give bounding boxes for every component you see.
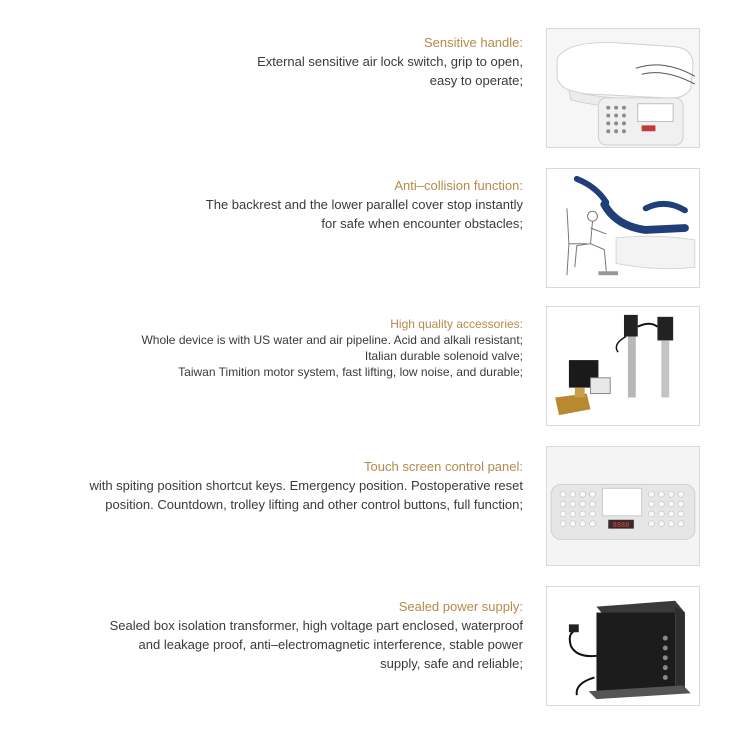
power-box-illustration bbox=[547, 587, 699, 705]
dental-chair-illustration bbox=[547, 169, 699, 287]
feature-title: Anti–collision function: bbox=[394, 178, 523, 193]
feature-line: supply, safe and reliable; bbox=[380, 656, 523, 671]
feature-line: Sealed box isolation transformer, high voltage part enclosed, waterproof bbox=[109, 618, 523, 633]
feature-line: position. Countdown, trolley lifting and other control buttons, full function; bbox=[105, 497, 523, 512]
chair-handle-illustration bbox=[547, 29, 699, 147]
feature-text bbox=[53, 34, 523, 90]
feature-line: with spiting position shortcut keys. Emergency position. Postoperative reset bbox=[89, 478, 523, 493]
control-panel-illustration bbox=[547, 447, 699, 565]
feature-line: easy to operate; bbox=[429, 73, 523, 88]
feature-text bbox=[53, 598, 523, 673]
control-panel-image bbox=[546, 446, 700, 566]
feature-text bbox=[53, 316, 523, 380]
feature-text bbox=[53, 458, 523, 514]
feature-line: Taiwan Timition motor system, fast lifting, low noise, and durable; bbox=[178, 365, 523, 379]
panel-display-digits: 8888 bbox=[612, 521, 630, 530]
power-supply-image bbox=[546, 586, 700, 706]
feature-line: Whole device is with US water and air pipeline. Acid and alkali resistant; bbox=[141, 333, 523, 347]
dental-chair-image bbox=[546, 168, 700, 288]
feature-line: The backrest and the lower parallel cover stop instantly bbox=[205, 197, 523, 212]
feature-line: External sensitive air lock switch, grip to open, bbox=[257, 54, 523, 69]
feature-title: Touch screen control panel: bbox=[364, 459, 523, 474]
feature-line: for safe when encounter obstacles; bbox=[321, 216, 523, 231]
chair-handle-image bbox=[546, 28, 700, 148]
feature-title: High quality accessories: bbox=[390, 317, 523, 331]
accessories-image bbox=[546, 306, 700, 426]
feature-line: Italian durable solenoid valve; bbox=[364, 349, 523, 363]
feature-text bbox=[53, 177, 523, 233]
feature-title: Sensitive handle: bbox=[423, 35, 523, 50]
valve-and-motors-illustration bbox=[547, 307, 699, 425]
feature-line: and leakage proof, anti–electromagnetic interference, stable power bbox=[138, 637, 523, 652]
feature-title: Sealed power supply: bbox=[398, 599, 523, 614]
